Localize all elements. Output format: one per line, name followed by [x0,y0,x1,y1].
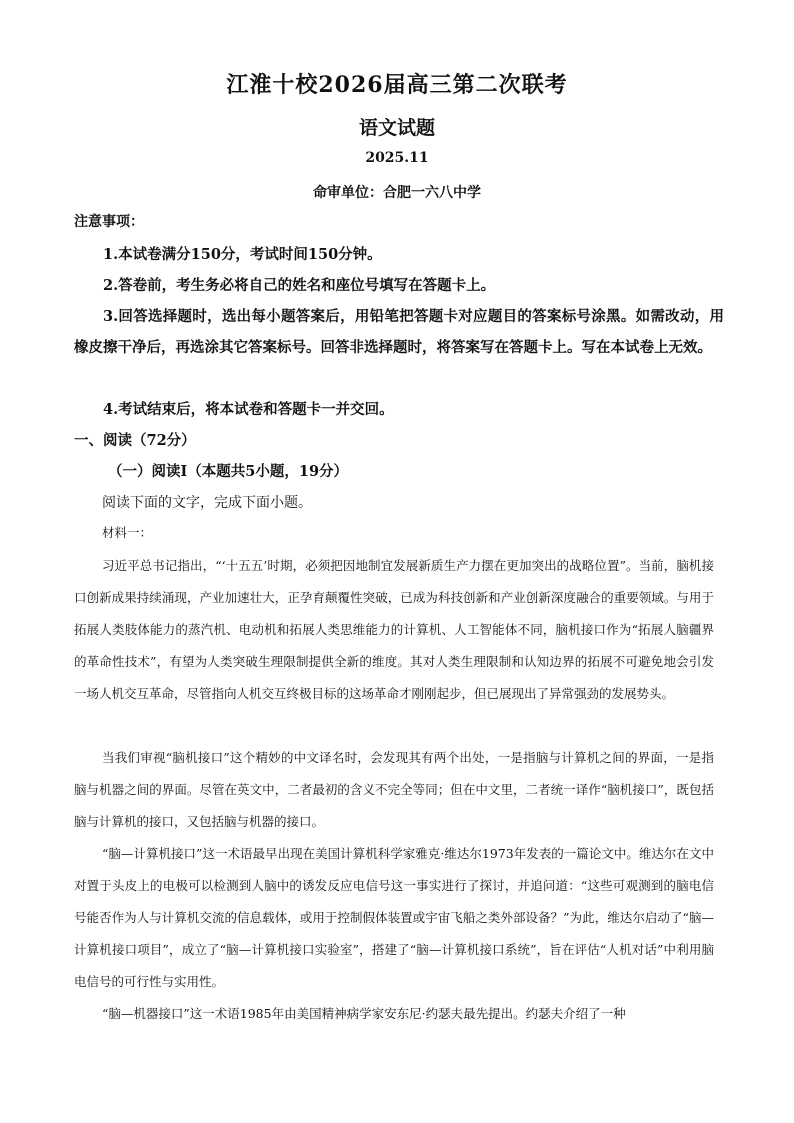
notice-item: 4.考试结束后，将本试卷和答题卡一并交回。 [103,401,394,418]
notice-heading: 注意事项： [74,214,144,230]
exam-title: 江淮十校2026届高三第二次联考 [226,72,568,98]
exam-subtitle: 语文试题 [358,117,435,139]
subsection-heading: （一）阅读Ⅰ（本题共5小题，19分） [108,463,349,480]
notice-item: 2.答卷前，考生务必将自己的姓名和座位号填写在答题卡上。 [103,277,496,294]
material-label: 材料一： [102,525,153,540]
section-heading: 一、阅读（72分） [74,432,196,449]
exam-date: 2025.11 [365,150,429,166]
body-paragraph: “脑—计算机接口”这一术语最早出现在美国计算机科学家雅克·维达尔1973年发表的一篇论文中。维达尔在文中对置于头皮上的电极可以检测到人脑中的诱发反应电信号这一事实进行了探讨，并追问道：“这些可观测到的脑电信号能否作为人与计算机交流的信息载体，或用于控制假体装置或宇宙飞船之类外部设备？”为此，维达尔启动了“脑—计算机接口项目”，成立了“脑—计算机接口实验室”，搭建了“脑—计算机接口系统”，旨在评估“人机对话”中利用脑电信号的可行性与实用性。 [74,846,714,989]
body-paragraph: “脑—机器接口”这一术语1985年由美国精神病学家安东尼·约瑟夫最先提出。约瑟夫介绍了一种 [102,1006,626,1021]
setting-unit: 命审单位：合肥一六八中学 [313,185,481,201]
body-paragraph: 习近平总书记指出，“‘十五五’时期，必须把因地制宜发展新质生产力摆在更加突出的战略位置”。当前，脑机接口创新成果持续涌现，产业加速壮大，正孕育颠覆性突破，已成为科技创新和产业创新深度融合的重要领域。与用于拓展人类肢体能力的蒸汽机、电动机和拓展人类思维能力的计算机、人工智能体不同，脑机接口作为“拓展人脑疆界的革命性技术”，有望为人类突破生理限制提供全新的维度。其对人类生理限制和认知边界的拓展不可避免地会引发一场人机交互革命，尽管指向人机交互终极目标的这场革命才刚刚起步，但已展现出了异常强劲的发展势头。 [74,558,714,701]
reading-instruction: 阅读下面的文字，完成下面小题。 [102,495,312,511]
body-paragraph: 当我们审视“脑机接口”这个精妙的中文译名时，会发现其有两个出处，一是指脑与计算机之间的界面，一是指脑与机器之间的界面。尽管在英文中，二者最初的含义不完全等同；但在中文里，二者统一译作“脑机接口”，既包括脑与计算机的接口，又包括脑与机器的接口。 [74,750,714,829]
notice-item: 3.回答选择题时，选出每小题答案后，用铅笔把答题卡对应题目的答案标号涂黑。如需改动，用橡皮擦干净后，再选涂其它答案标号。回答非选择题时，将答案写在答题卡上。写在本试卷上无效。 [74,308,724,356]
notice-item: 1.本试卷满分150分，考试时间150分钟。 [103,246,382,263]
